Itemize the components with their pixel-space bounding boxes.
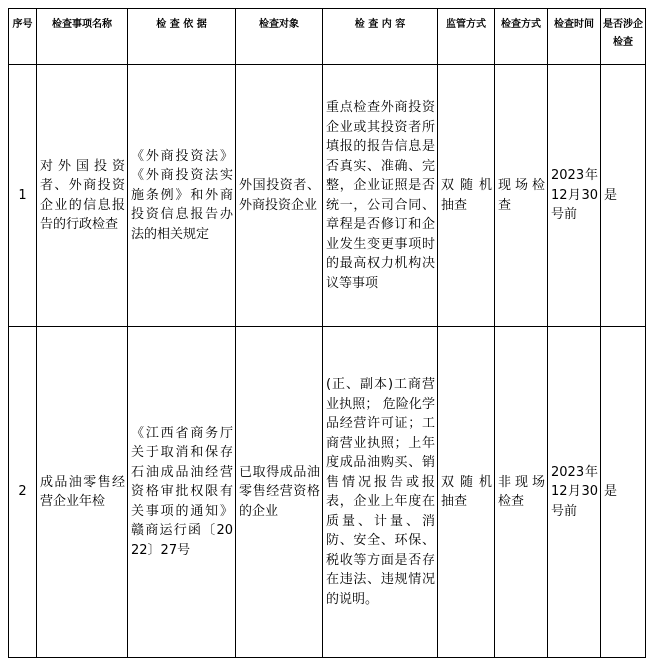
cell-target: 外国投资者、外商投资企业 (236, 65, 323, 327)
cell-item-name: 对外国投资者、外商投资企业的信息报告的行政检查 (37, 65, 128, 327)
cell-basis: 《江西省商务厅关于取消和保存石油成品油经营资格审批权限有关事项的通知》赣商运行函〔2022〕27号 (128, 327, 236, 658)
header-basis: 检 查 依 据 (128, 9, 236, 65)
header-time: 检查时间 (548, 9, 601, 65)
header-content: 检 查 内 容 (323, 9, 438, 65)
cell-method: 非现场检查 (495, 327, 548, 658)
header-target: 检查对象 (236, 9, 323, 65)
table-row (9, 65, 646, 327)
inspection-table (8, 8, 646, 658)
header-item-name: 检查事项名称 (37, 9, 128, 65)
header-no: 序号 (9, 9, 37, 65)
cell-supervision: 双随机抽查 (438, 327, 495, 658)
cell-supervision: 双随机抽查 (438, 65, 495, 327)
header-method: 检查方式 (495, 9, 548, 65)
table-row (9, 327, 646, 658)
header-row (9, 9, 646, 65)
cell-content: 重点检查外商投资企业或其投资者所填报的报告信息是否真实、准确、完整，企业证照是否统一，公司合同、章程是否修订和企业发生变更事项时的最高权力机构决议等事项 (323, 65, 438, 327)
cell-target: 已取得成品油零售经营资格的企业 (236, 327, 323, 658)
cell-method: 现场检查 (495, 65, 548, 327)
cell-involves: 是 (601, 65, 646, 327)
cell-time: 2023年12月30号前 (548, 65, 601, 327)
cell-basis: 《外商投资法》《外商投资法实施条例》和外商投资信息报告办法的相关规定 (128, 65, 236, 327)
header-supervision: 监管方式 (438, 9, 495, 65)
cell-involves: 是 (601, 327, 646, 658)
cell-time: 2023年12月30号前 (548, 327, 601, 658)
cell-item-name: 成品油零售经营企业年检 (37, 327, 128, 658)
cell-no: 2 (9, 327, 37, 658)
header-involves: 是否涉企检查 (601, 9, 646, 65)
cell-no: 1 (9, 65, 37, 327)
cell-content: (正、副本)工商营业执照； 危险化学品经营许可证；工商营业执照；上年度成品油购买、销售情况报告或报表，企业上年度在质量、计量、消防、安全、环保、税收等方面是否存在违法、违规情况的说明。 (323, 327, 438, 658)
